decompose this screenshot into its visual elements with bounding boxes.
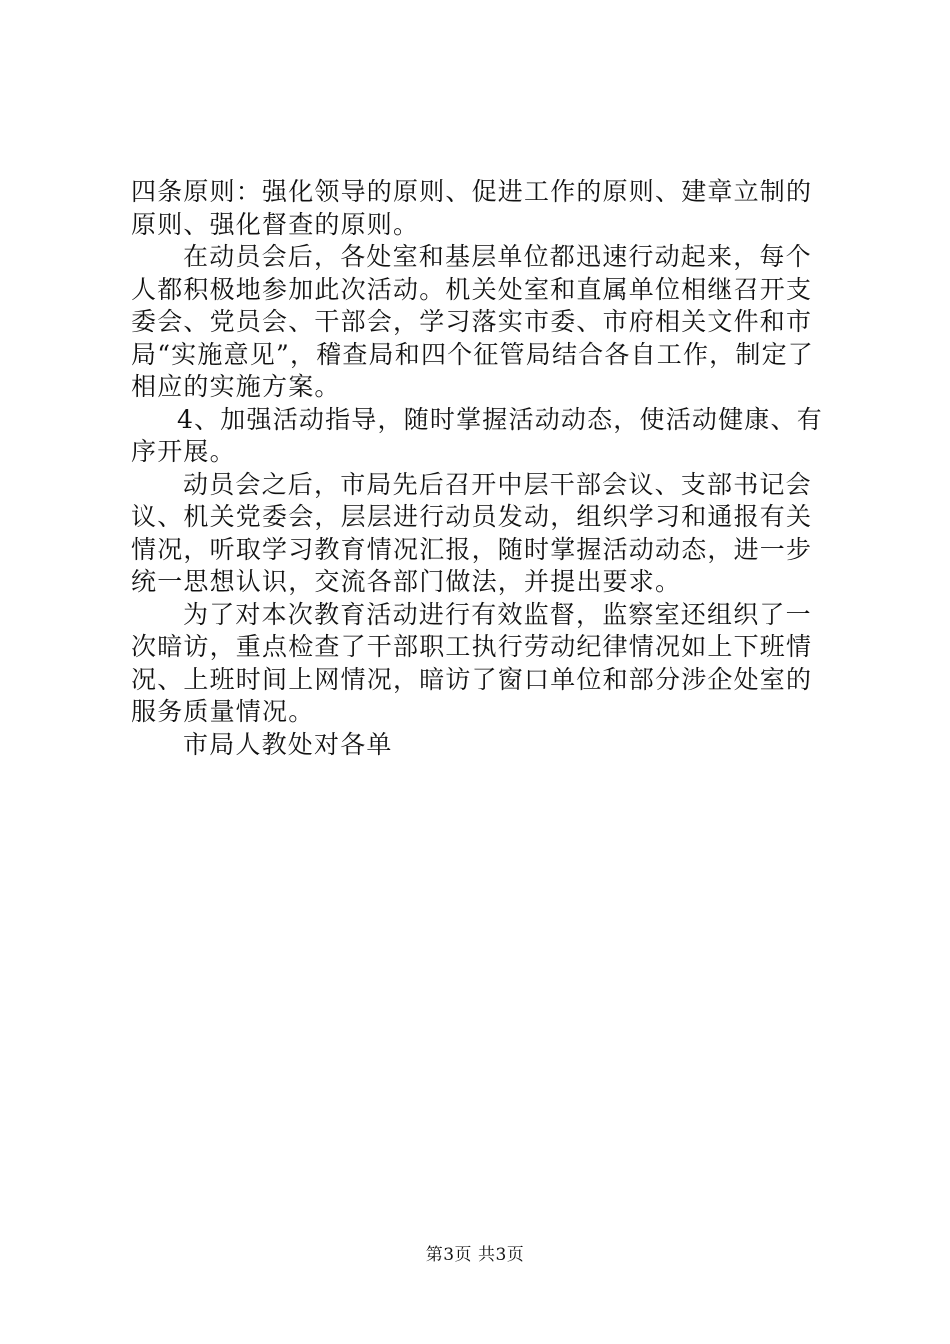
page-footer: 第3页 共3页 — [425, 1245, 525, 1265]
paragraph-principles: 四条原则：强化领导的原则、促进工作的原则、建章立制的原则、强化督查的原则。 — [131, 177, 813, 239]
paragraph-truncated: 市局人教处对各单 — [183, 729, 393, 759]
paragraph-meetings: 动员会之后，市局先后召开中层干部会议、支部书记会议、机关党委会，层层进行动员发动，组织学习和通报有关情况，听取学习教育情况汇报，随时掌握活动动态，进一步统一思想认识，交流各部门做法，并提出要求。 — [131, 469, 813, 596]
paragraph-after-mobilization: 在动员会后，各处室和基层单位都迅速行动起来，每个人都积极地参加此次活动。机关处室和直属单位相继召开支委会、党员会、干部会，学习落实市委、市府相关文件和市局“实施意见”，稽查局和四个征管局结合各自工作，制定了相应的实施方案。 — [131, 242, 814, 401]
paragraph-supervision: 为了对本次教育活动进行有效监督，监察室还组织了一次暗访，重点检查了干部职工执行劳动纪律情况如上下班情况、上班时间上网情况，暗访了窗口单位和部分涉企处室的服务质量情况。 — [131, 599, 813, 726]
paragraph-item-4: 4、加强活动指导，随时掌握活动动态，使活动健康、有序开展。 — [131, 404, 823, 466]
document-body — [131, 176, 831, 761]
